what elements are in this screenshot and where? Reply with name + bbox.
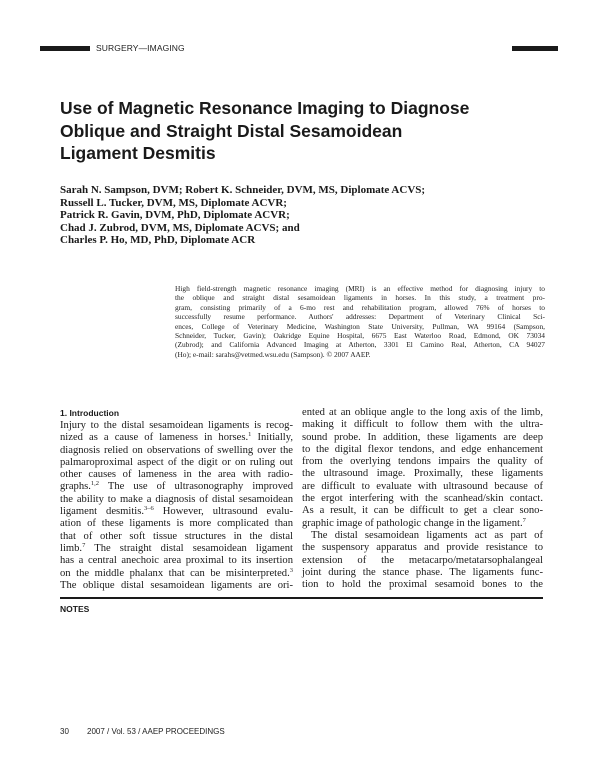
citation-superscript: 1	[248, 431, 252, 439]
body-line: making it difficult to follow them with the ultra-	[302, 419, 543, 431]
body-line: has a central anechoic area proximal to its insertion	[60, 555, 293, 567]
abstract-line: gram, consisting primarily of a 6-mo rest and rehabilitation program, allowed 76% of horses to	[175, 302, 545, 312]
citation-superscript: 3–6	[144, 505, 154, 513]
body-line: from the overlying tendons impairs the quality of	[302, 456, 543, 468]
abstract	[175, 284, 545, 359]
title-line: Oblique and Straight Distal Sesamoidean	[60, 120, 403, 141]
article-title	[60, 97, 469, 165]
page-number: 30	[60, 727, 69, 736]
body-line: sound probe. In addition, these ligaments are deep	[302, 431, 543, 443]
abstract-line: successfully resume performance. Authors' addresses: Department of Veterinary Clinical Sci-	[175, 312, 545, 322]
abstract-line: (Ho); e-mail: sarahs@vetmed.wsu.edu (Sampson). © 2007 AAEP.	[175, 349, 371, 359]
body-line: The oblique distal sesamoidean ligaments are ori-	[60, 579, 293, 591]
abstract-line: High field-strength magnetic resonance imaging (MRI) is an effective method for diagnosing injury to	[175, 284, 545, 293]
notes-divider	[60, 597, 543, 599]
body-line: the ability to make a diagnosis of distal sesamoidean	[60, 493, 293, 505]
abstract-line: the oblique and straight distal sesamoidean ligaments in horses. In this study, a treatment pro-	[175, 293, 545, 303]
citation-superscript: 7	[522, 516, 526, 524]
author-line: Chad J. Zubrod, DVM, MS, Diplomate ACVS; and	[60, 221, 300, 234]
body-line: ation of these ligaments is more complicated than	[60, 518, 293, 530]
abstract-line: Schneider, Tucker, Gavin); Oakridge Equine Hospital, 6675 East Waterloo Road, Edmond, OK 73034	[175, 331, 545, 341]
author-line: Sarah N. Sampson, DVM; Robert K. Schneider, DVM, MS, Diplomate ACVS;	[60, 184, 426, 196]
body-line: on the middle phalanx that can be misinterpreted.$^3$	[60, 566, 293, 579]
body-line: the ergot interfering with the scanhead/skin contact.	[302, 493, 543, 505]
journal-footer: 2007 / Vol. 53 / AAEP PROCEEDINGS	[87, 727, 225, 736]
body-line: joint during the stance phase. The ligaments func-	[302, 566, 543, 578]
citation-superscript: 1,2	[90, 480, 100, 488]
body-line: palmaroproximal aspect of the digit or on ruling out	[60, 456, 293, 468]
body-line: to the digital flexor tendons, and edge enhancement	[302, 443, 543, 455]
author-line: Patrick R. Gavin, DVM, PhD, Diplomate ACVR;	[60, 209, 290, 222]
title-line: Ligament Desmitis	[60, 143, 216, 163]
body-line: are difficult to evaluate with ultrasound because of	[302, 480, 543, 492]
body-line: ented at an oblique angle to the long axis of the limb,	[302, 407, 543, 418]
section-label: SURGERY—IMAGING	[96, 43, 185, 53]
body-line: As a result, it can be difficult to get a clear sono-	[302, 505, 543, 517]
body-line: graphic image of pathologic change in the ligament.$^7$	[302, 516, 526, 529]
body-column-right	[302, 407, 543, 591]
body-line: The distal sesamoidean ligaments act as part of	[311, 529, 543, 541]
header-bar-left	[40, 46, 90, 51]
citation-superscript: 7	[82, 541, 86, 549]
header-bar-right	[512, 46, 558, 51]
body-line: graphs.$^{1,2}$ The use of ultrasonography improved	[60, 480, 293, 493]
body-line: limb.$^7$ The straight distal sesamoidean ligament	[60, 541, 293, 554]
body-line: the suspensory apparatus and provide resistance to	[302, 542, 543, 554]
author-line: Charles P. Ho, MD, PhD, Diplomate ACR	[60, 234, 256, 247]
abstract-line: ences, College of Veterinary Medicine, Washington State University, Pullman, WA 99164 (Sampson,	[175, 321, 545, 331]
body-column-left	[60, 420, 293, 592]
body-line: diagnosis relied on observations of swelling over the	[60, 444, 293, 456]
body-line: that of other soft tissue structures in the distal	[60, 530, 293, 542]
notes-heading: NOTES	[60, 604, 90, 614]
citation-superscript: 3	[289, 566, 293, 574]
body-line: extension of the metacarpo/metatarsophalangeal	[302, 554, 543, 566]
author-list	[60, 184, 425, 247]
body-line: tion to hold the proximal sesamoid bones to the	[302, 579, 543, 591]
body-line: Injury to the distal sesamoidean ligaments is recog-	[60, 420, 293, 431]
body-line: the ultrasound image. Proximally, these ligaments	[302, 468, 543, 480]
body-line: nized as a cause of lameness in horses.$^1$ Initially,	[60, 431, 293, 444]
author-line: Russell L. Tucker, DVM, MS, Diplomate ACVR;	[60, 196, 287, 209]
body-line: other causes of lameness in the area with radio-	[60, 469, 293, 481]
title-line: Use of Magnetic Resonance Imaging to Diagnose	[60, 98, 470, 118]
section-heading-introduction: 1. Introduction	[60, 408, 120, 418]
abstract-line: (Zubrod); and California Advanced Imaging at Atherton, 3301 El Camino Real, Atherton, CA 94027	[175, 340, 545, 350]
body-line: ligament desmitis.$^{3-6}$ However, ultrasound evalu-	[60, 505, 293, 518]
